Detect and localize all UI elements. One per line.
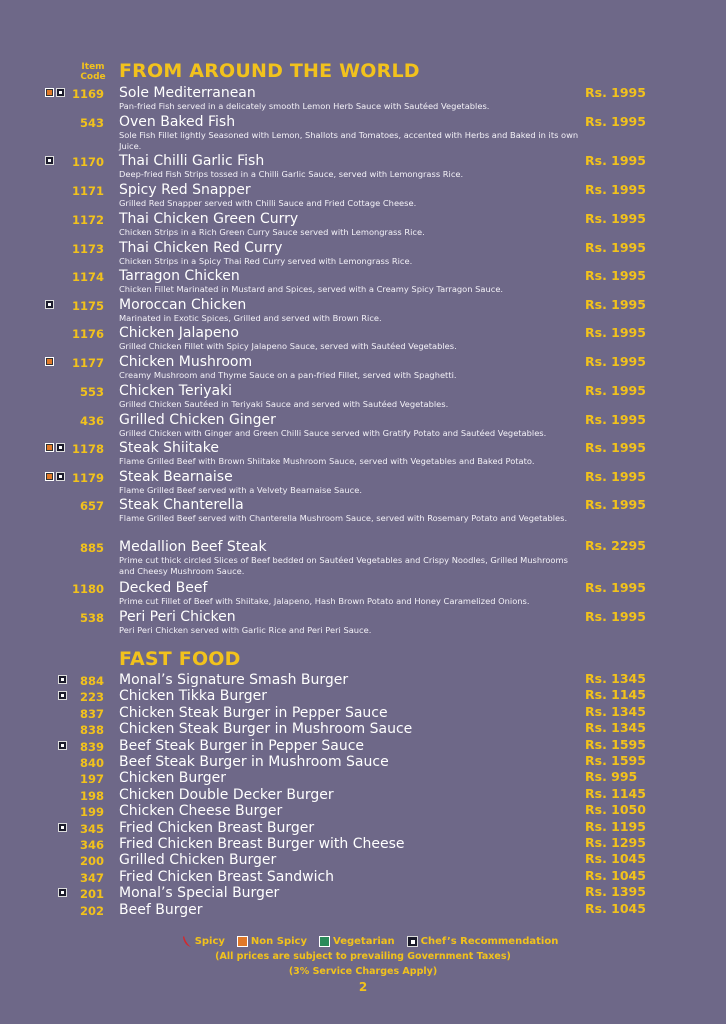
- item-code: 657: [79, 499, 104, 513]
- item-price: Rs. 1995: [585, 268, 646, 283]
- item-price: Rs. 1995: [585, 609, 646, 624]
- item-code: 839: [79, 739, 104, 754]
- item-name: Medallion Beef Steak: [119, 539, 267, 555]
- item-name: Monal’s Special Burger: [119, 885, 280, 902]
- item-price: Rs. 1995: [585, 325, 646, 340]
- item-name: Chicken Teriyaki: [119, 383, 233, 399]
- tax-note: (All prices are subject to prevailing Government Taxes): [215, 951, 511, 962]
- item-price: Rs. 1995: [585, 469, 646, 484]
- item-code: 1176: [71, 327, 104, 341]
- item-name: Chicken Mushroom: [119, 354, 253, 370]
- item-name: Steak Chanterella: [119, 497, 244, 513]
- section-title-world: FROM AROUND THE WORLD: [119, 60, 420, 82]
- item-code: 1169: [71, 87, 104, 101]
- item-code: 436: [79, 414, 104, 428]
- item-code: 197: [79, 772, 104, 787]
- item-badges: [45, 300, 54, 310]
- chef-recommendation-icon: [407, 936, 418, 947]
- item-name: Tarragon Chicken: [119, 268, 240, 284]
- item-code: 346: [79, 838, 104, 852]
- item-name: Chicken Jalapeno: [119, 325, 239, 341]
- item-price: Rs. 2295: [585, 538, 646, 553]
- item-code: 199: [79, 805, 104, 820]
- item-price: Rs. 1145: [585, 687, 646, 703]
- item-price: Rs. 1995: [585, 354, 646, 369]
- item-name: Grilled Chicken Burger: [119, 852, 277, 869]
- item-description: Peri Peri Chicken served with Garlic Rice and Peri Peri Sauce.: [119, 625, 372, 635]
- item-code: 1177: [71, 356, 104, 370]
- item-code: 1173: [71, 242, 104, 256]
- item-code: 543: [79, 116, 104, 130]
- item-price: Rs. 1345: [585, 671, 646, 686]
- item-code: 1170: [71, 155, 104, 169]
- item-name: Beef Steak Burger in Pepper Sauce: [119, 737, 365, 754]
- item-code: 201: [79, 887, 104, 902]
- item-name: Beef Steak Burger in Mushroom Sauce: [119, 754, 389, 770]
- item-code: 1175: [71, 299, 104, 313]
- item-description: Chicken Strips in a Rich Green Curry Sauce served with Lemongrass Rice.: [119, 227, 425, 237]
- item-description: Grilled Chicken Fillet with Spicy Jalapeno Sauce, served with Sautéed Vegetables.: [119, 341, 457, 351]
- page-number: 2: [358, 980, 368, 994]
- item-code-header: Item Code: [80, 62, 106, 82]
- item-price: Rs. 1050: [585, 802, 646, 818]
- item-code: 553: [79, 385, 104, 399]
- chef-recommendation-icon: [45, 156, 54, 165]
- item-code: 200: [79, 854, 104, 869]
- item-code: 1178: [71, 442, 104, 456]
- item-description: Deep-fried Fish Strips tossed in a Chilli Garlic Sauce, served with Lemongrass Rice.: [119, 169, 464, 179]
- legend-chef: Chef’s Recommendation: [420, 936, 559, 947]
- item-price: Rs. 1395: [585, 884, 646, 900]
- legend-vegetarian: Vegetarian: [333, 936, 395, 947]
- item-name: Thai Chilli Garlic Fish: [119, 153, 265, 169]
- item-code: 223: [79, 690, 104, 705]
- item-name: Moroccan Chicken: [119, 297, 247, 313]
- item-price: Rs. 1045: [585, 900, 646, 916]
- item-name: Fried Chicken Breast Burger with Cheese: [119, 836, 405, 852]
- legend-spicy: Spicy: [194, 936, 225, 947]
- item-code: 198: [79, 788, 104, 803]
- item-name: Thai Chicken Red Curry: [119, 240, 283, 256]
- item-name: Decked Beef: [119, 580, 208, 596]
- item-code: 1179: [71, 471, 104, 485]
- non-spicy-icon: [45, 472, 54, 481]
- item-name: Grilled Chicken Ginger: [119, 412, 276, 428]
- item-name: Monal’s Signature Smash Burger: [119, 672, 349, 688]
- item-code: 1174: [71, 270, 104, 284]
- item-name: Sole Mediterranean: [119, 85, 256, 101]
- section-title-fastfood: FAST FOOD: [119, 648, 241, 670]
- non-spicy-icon: [45, 443, 54, 452]
- item-code: 838: [79, 723, 104, 738]
- item-code: 1171: [71, 184, 104, 198]
- item-price: Rs. 1995: [585, 211, 646, 226]
- non-spicy-icon: [45, 357, 54, 366]
- item-description: Prime cut Fillet of Beef with Shiitake, Jalapeno, Hash Brown Potato and Honey Caramelized Onions.: [119, 596, 530, 606]
- item-description: Sole Fish Fillet lightly Seasoned with Lemon, Shallots and Tomatoes, accented with Herbs and Baked in its own Juice.: [119, 130, 579, 151]
- item-price: Rs. 1345: [585, 703, 646, 719]
- item-name: Oven Baked Fish: [119, 114, 236, 130]
- item-name: Steak Bearnaise: [119, 469, 233, 485]
- item-price: Rs. 1995: [585, 182, 646, 197]
- item-code: 885: [79, 541, 104, 555]
- legend: [0, 935, 726, 994]
- item-name: Beef Burger: [119, 901, 203, 918]
- item-price: Rs. 1995: [585, 440, 646, 455]
- item-description: Grilled Red Snapper served with Chilli Sauce and Fried Cottage Cheese.: [119, 198, 417, 208]
- item-price: Rs. 1995: [585, 412, 646, 427]
- item-name: Steak Shiitake: [119, 440, 219, 456]
- item-code: 538: [79, 611, 104, 625]
- non-spicy-icon: [237, 936, 248, 947]
- item-code: 840: [79, 756, 104, 770]
- item-price: Rs. 1995: [585, 297, 646, 312]
- item-name: Chicken Tikka Burger: [119, 688, 268, 705]
- item-price: Rs. 1995: [585, 580, 646, 595]
- item-price: Rs. 1995: [585, 114, 646, 129]
- item-code: 1172: [71, 213, 104, 227]
- item-price: Rs. 1295: [585, 835, 646, 850]
- item-badges: [45, 156, 54, 166]
- item-price: Rs. 1145: [585, 785, 646, 801]
- non-spicy-icon: [45, 88, 54, 97]
- item-price: Rs. 1345: [585, 720, 646, 736]
- item-description: Flame Grilled Beef with Brown Shiitake Mushroom Sauce, served with Vegetables and Baked Potato.: [119, 456, 535, 466]
- item-price: Rs. 1995: [585, 85, 646, 100]
- item-name: Chicken Cheese Burger: [119, 803, 283, 820]
- item-code: 1180: [71, 582, 104, 596]
- item-description: Marinated in Exotic Spices, Grilled and served with Brown Rice.: [119, 313, 382, 323]
- item-price: Rs. 1995: [585, 153, 646, 168]
- item-description: Grilled Chicken Sautéed in Teriyaki Sauce and served with Sautéed Vegetables.: [119, 399, 449, 409]
- item-description: Flame Grilled Beef served with Chanterella Mushroom Sauce, served with Rosemary Potato and Vegetables.: [119, 513, 568, 523]
- item-name: Chicken Burger: [119, 770, 227, 787]
- item-price: Rs. 1595: [585, 753, 646, 768]
- item-name: Thai Chicken Green Curry: [119, 211, 299, 227]
- item-description: Prime cut thick circled Slices of Beef bedded on Sautéed Vegetables and Crispy Noodles, Grilled Mushrooms and Cheesy Mushroom Sauce.: [119, 555, 568, 576]
- spicy-chili-icon: [182, 935, 192, 948]
- service-charge-note: (3% Service Charges Apply): [288, 966, 438, 977]
- item-badges: [45, 357, 54, 367]
- vegetarian-icon: [319, 936, 330, 947]
- item-price: Rs. 1995: [585, 240, 646, 255]
- item-code: 345: [79, 821, 104, 836]
- item-price: Rs. 1995: [585, 497, 646, 512]
- item-name: Chicken Steak Burger in Mushroom Sauce: [119, 721, 413, 738]
- item-name: Chicken Steak Burger in Pepper Sauce: [119, 704, 388, 721]
- item-description: Creamy Mushroom and Thyme Sauce on a pan-fried Fillet, served with Spaghetti.: [119, 370, 457, 380]
- item-name: Peri Peri Chicken: [119, 609, 236, 625]
- chef-recommendation-icon: [45, 300, 54, 309]
- item-code: 202: [79, 903, 104, 918]
- item-price: Rs. 995: [585, 769, 638, 785]
- item-description: Flame Grilled Beef served with a Velvety Bearnaise Sauce.: [119, 485, 362, 495]
- item-code: 884: [79, 674, 104, 688]
- item-code: 347: [79, 870, 104, 885]
- item-name: Chicken Double Decker Burger: [119, 786, 334, 803]
- legend-non-spicy: Non Spicy: [250, 936, 307, 947]
- item-description: Pan-fried Fish served in a delicately smooth Lemon Herb Sauce with Sautéed Vegetables.: [119, 101, 490, 111]
- item-price: Rs. 1995: [585, 383, 646, 398]
- item-price: Rs. 1045: [585, 867, 646, 883]
- item-price: Rs. 1195: [585, 818, 646, 834]
- item-name: Spicy Red Snapper: [119, 182, 251, 198]
- item-name: Fried Chicken Breast Burger: [119, 819, 315, 836]
- item-description: Grilled Chicken with Ginger and Green Chilli Sauce served with Gratify Potato and Sautéed Vegetables.: [119, 428, 547, 438]
- item-price: Rs. 1595: [585, 736, 646, 752]
- item-description: Chicken Fillet Marinated in Mustard and Spices, served with a Creamy Spicy Tarragon Sauce.: [119, 284, 504, 294]
- item-code: 837: [79, 706, 104, 721]
- item-description: Chicken Strips in a Spicy Thai Red Curry served with Lemongrass Rice.: [119, 256, 413, 266]
- item-price: Rs. 1045: [585, 851, 646, 867]
- item-name: Fried Chicken Breast Sandwich: [119, 868, 335, 885]
